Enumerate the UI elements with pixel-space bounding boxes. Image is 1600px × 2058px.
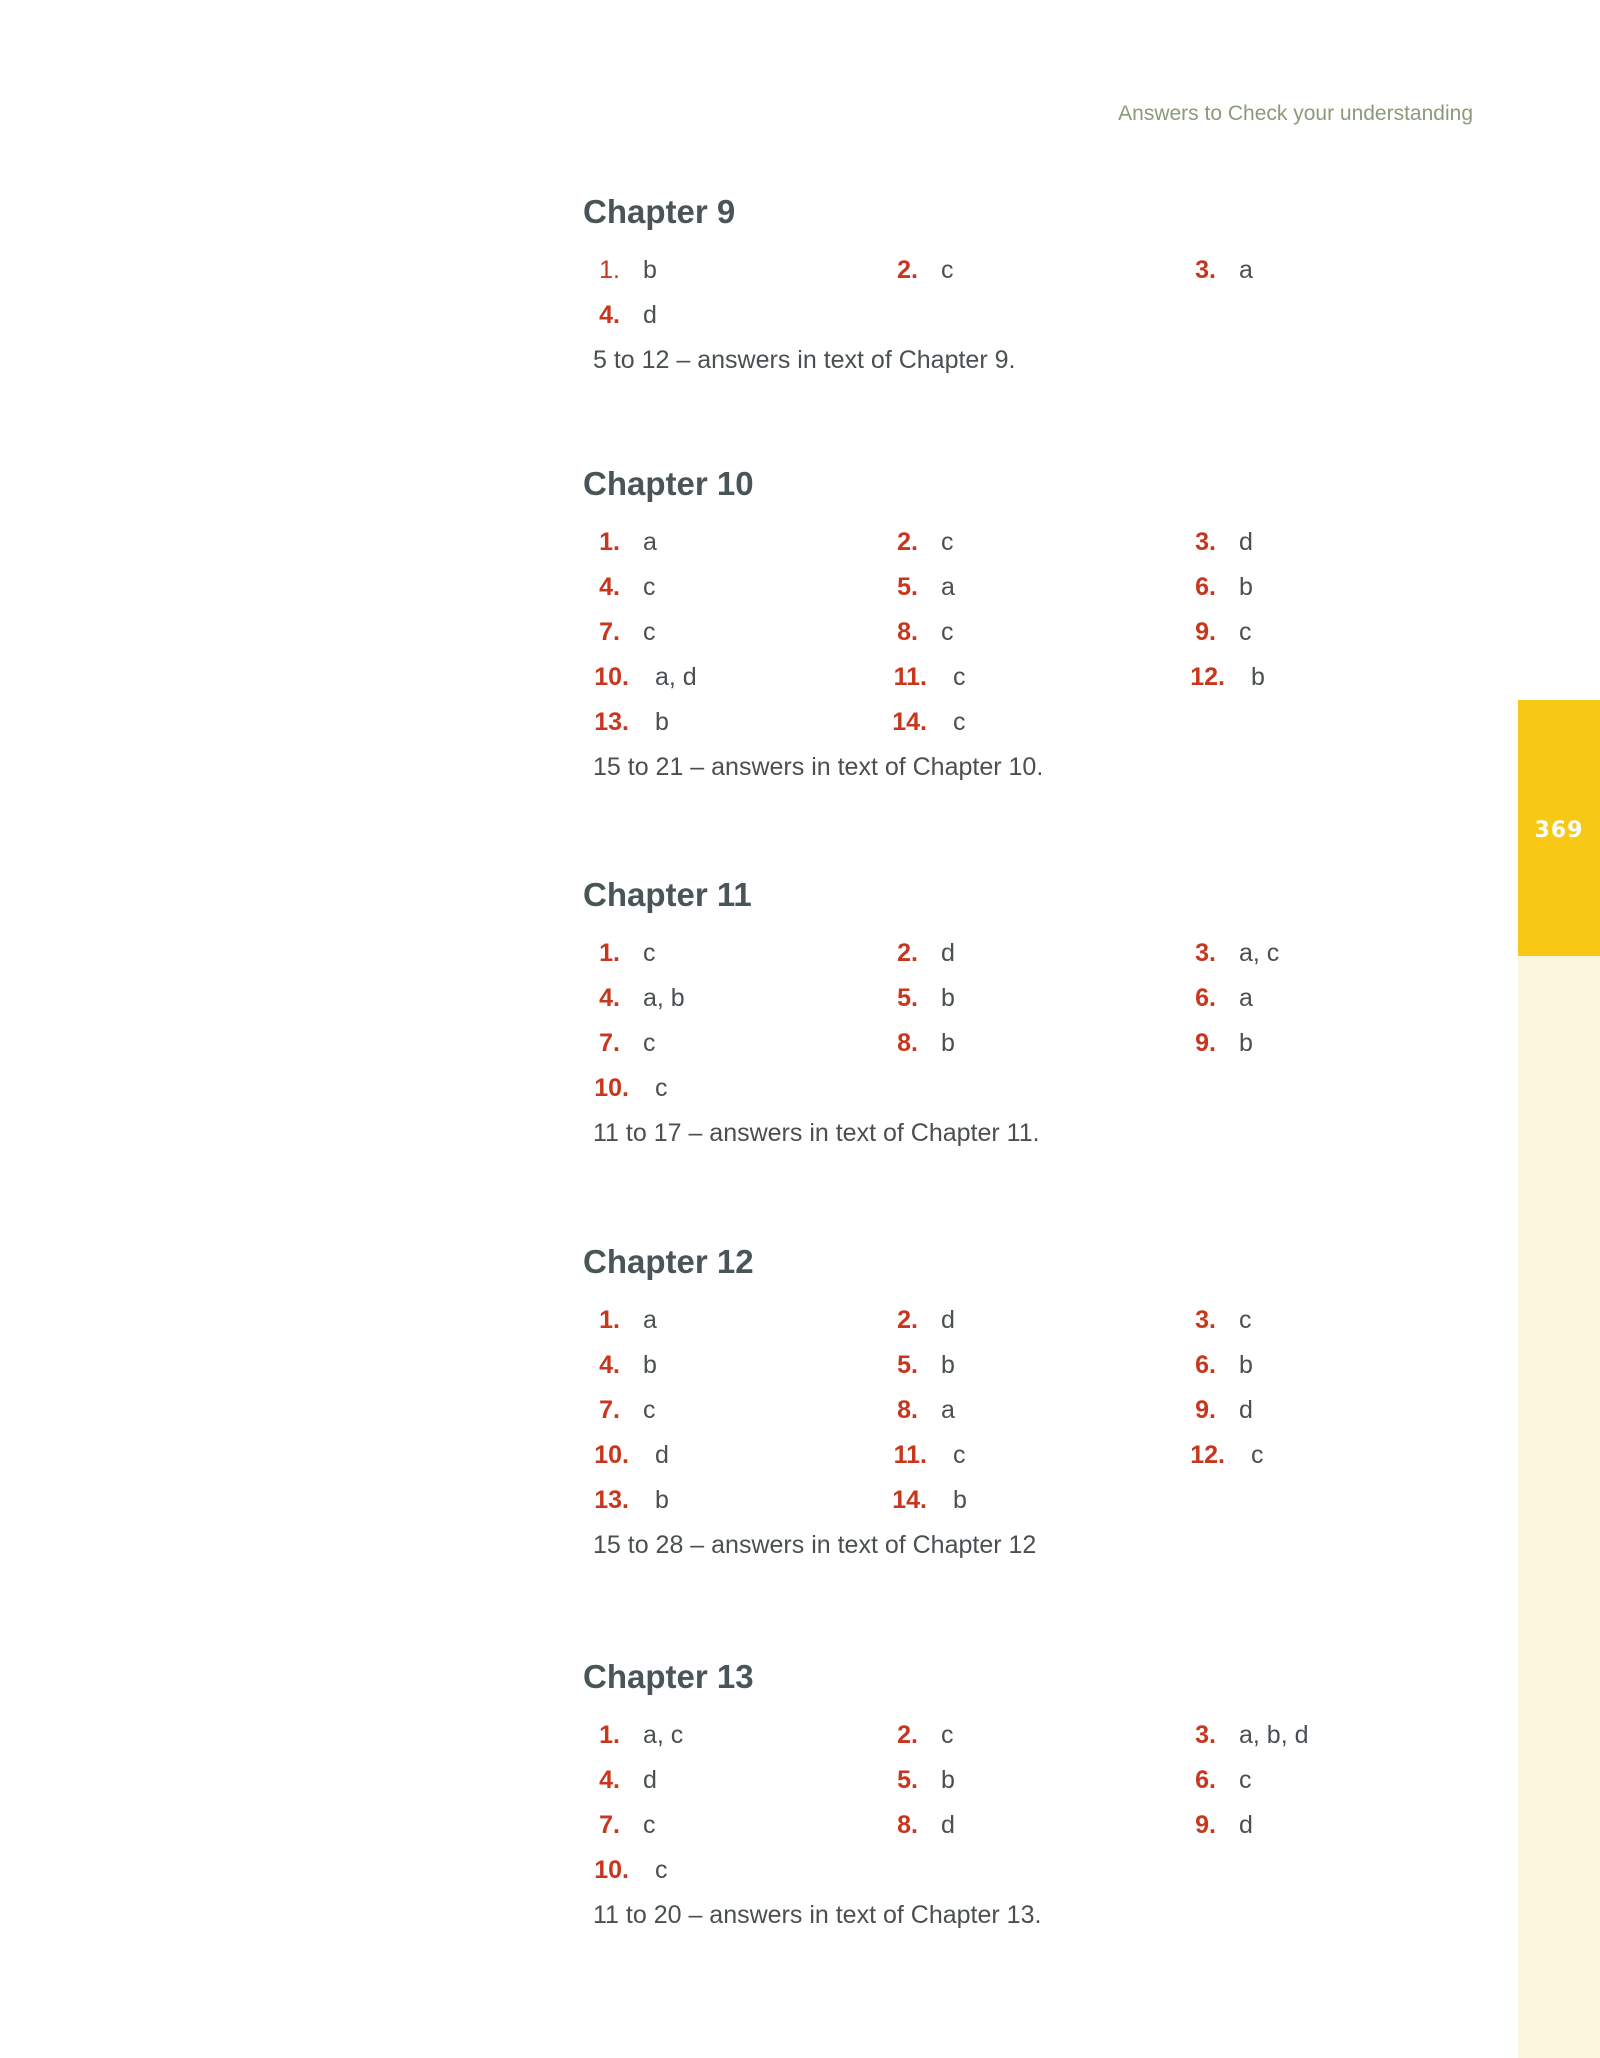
question-number: 8. (897, 618, 918, 646)
answer-value: c (941, 256, 954, 284)
answer-value: c (941, 618, 954, 646)
question-number: 4. (599, 1351, 620, 1379)
question-number: 9. (1195, 1029, 1216, 1057)
answer-value: c (643, 1029, 656, 1057)
question-number: 9. (1195, 1811, 1216, 1839)
question-number: 2. (897, 1306, 918, 1334)
answer-value: c (643, 1811, 656, 1839)
answer-value: c (655, 1074, 668, 1102)
question-number: 14. (892, 708, 927, 736)
question-number: 13. (594, 708, 629, 736)
answer-value: c (941, 1721, 954, 1749)
answer-value: c (953, 1441, 966, 1469)
question-number: 9. (1195, 1396, 1216, 1424)
chapter-section (583, 1657, 1463, 1938)
answer-value: a (1239, 984, 1253, 1012)
question-number: 1. (599, 1721, 620, 1749)
answer-value: b (941, 1351, 955, 1379)
answer-row (583, 1758, 1463, 1803)
question-number: 2. (897, 939, 918, 967)
question-number: 12. (1190, 1441, 1225, 1469)
question-number: 6. (1195, 984, 1216, 1012)
question-number: 1. (599, 939, 620, 967)
question-number: 4. (599, 984, 620, 1012)
question-number: 6. (1195, 1351, 1216, 1379)
answer-row (583, 1343, 1463, 1388)
answer-row (583, 1713, 1463, 1758)
question-number: 10. (594, 663, 629, 691)
answer-value: b (655, 708, 669, 736)
answer-row (583, 1388, 1463, 1433)
answer-value: c (643, 939, 656, 967)
question-number: 12. (1190, 663, 1225, 691)
answer-value: d (1239, 1811, 1253, 1839)
answer-row (583, 1021, 1463, 1066)
answer-value: b (643, 1351, 657, 1379)
question-number: 1. (599, 1306, 620, 1334)
answer-value: a (1239, 256, 1253, 284)
answer-row (583, 1803, 1463, 1848)
answer-grid (583, 931, 1463, 1156)
answer-row (583, 610, 1463, 655)
answer-value: c (643, 573, 656, 601)
answer-grid (583, 1713, 1463, 1938)
question-number: 10. (594, 1856, 629, 1884)
answer-value: a, c (1239, 939, 1280, 967)
answer-value: a, c (643, 1721, 684, 1749)
question-number: 8. (897, 1396, 918, 1424)
question-number: 11. (893, 663, 927, 691)
answer-value: a (643, 1306, 657, 1334)
answer-row (583, 1478, 1463, 1523)
answer-value: d (1239, 528, 1253, 556)
answer-value: b (941, 1029, 955, 1057)
question-number: 6. (1195, 1766, 1216, 1794)
answer-grid (583, 1298, 1463, 1568)
question-number: 4. (599, 301, 620, 329)
question-number: 2. (897, 256, 918, 284)
question-number: 5. (897, 984, 918, 1012)
chapter-note: 5 to 12 – answers in text of Chapter 9. (593, 346, 1016, 374)
answer-row (583, 1298, 1463, 1343)
question-number: 13. (594, 1486, 629, 1514)
answer-value: c (1239, 1306, 1252, 1334)
page-number: 369 (1534, 818, 1584, 843)
chapter-section (583, 1242, 1463, 1568)
answer-row (583, 655, 1463, 700)
question-number: 4. (599, 573, 620, 601)
question-number: 5. (897, 1766, 918, 1794)
answer-row (583, 565, 1463, 610)
question-number: 7. (599, 1029, 620, 1057)
answer-value: c (1251, 1441, 1264, 1469)
chapter-note: 11 to 20 – answers in text of Chapter 13. (593, 1901, 1042, 1929)
chapter-title: Chapter 13 (583, 1658, 754, 1695)
question-number: 3. (1195, 256, 1216, 284)
answer-value: b (953, 1486, 967, 1514)
question-number: 4. (599, 1766, 620, 1794)
chapter-title: Chapter 11 (583, 876, 752, 913)
answer-row (583, 1848, 1463, 1893)
chapter-note: 15 to 21 – answers in text of Chapter 10. (593, 753, 1044, 781)
question-number: 11. (893, 1441, 927, 1469)
question-number: 7. (599, 1396, 620, 1424)
answer-row (583, 976, 1463, 1021)
chapter-section (583, 875, 1463, 1156)
answer-grid (583, 520, 1463, 790)
answer-row (583, 293, 1463, 338)
answer-value: a, d (655, 663, 697, 691)
answer-value: b (1239, 1351, 1253, 1379)
question-number: 2. (897, 1721, 918, 1749)
answer-value: b (941, 1766, 955, 1794)
answer-value: b (1239, 1029, 1253, 1057)
answer-value: a (941, 573, 955, 601)
running-head: Answers to Check your understanding (1118, 102, 1473, 125)
question-number: 3. (1195, 939, 1216, 967)
answer-value: c (953, 663, 966, 691)
question-number: 2. (897, 528, 918, 556)
answer-value: c (643, 618, 656, 646)
answer-row (583, 1066, 1463, 1111)
question-number: 5. (897, 573, 918, 601)
question-number: 6. (1195, 573, 1216, 601)
question-number: 1. (599, 528, 620, 556)
chapter-note: 15 to 28 – answers in text of Chapter 12 (593, 1531, 1037, 1559)
question-number: 14. (892, 1486, 927, 1514)
chapter-title: Chapter 12 (583, 1243, 754, 1280)
answer-value: b (1239, 573, 1253, 601)
answer-row (583, 931, 1463, 976)
answer-value: b (643, 256, 657, 284)
answer-value: d (941, 1306, 955, 1334)
answer-grid (583, 248, 1463, 383)
answer-value: a (941, 1396, 955, 1424)
answer-value: d (655, 1441, 669, 1469)
answer-value: d (941, 939, 955, 967)
question-number: 8. (897, 1029, 918, 1057)
answer-value: c (1239, 1766, 1252, 1794)
question-number: 5. (897, 1351, 918, 1379)
question-number: 3. (1195, 1721, 1216, 1749)
answer-value: c (941, 528, 954, 556)
question-number: 10. (594, 1074, 629, 1102)
answer-value: d (643, 1766, 657, 1794)
chapter-title: Chapter 10 (583, 465, 754, 502)
question-number: 7. (599, 618, 620, 646)
answer-value: b (655, 1486, 669, 1514)
answer-value: c (643, 1396, 656, 1424)
answer-row (583, 520, 1463, 565)
question-number: 1. (599, 256, 620, 284)
answer-value: b (1251, 663, 1265, 691)
answer-value: a, b (643, 984, 685, 1012)
question-number: 7. (599, 1811, 620, 1839)
question-number: 9. (1195, 618, 1216, 646)
question-number: 8. (897, 1811, 918, 1839)
answer-row (583, 1433, 1463, 1478)
answer-value: c (1239, 618, 1252, 646)
answer-value: a, b, d (1239, 1721, 1309, 1749)
question-number: 10. (594, 1441, 629, 1469)
answer-value: b (941, 984, 955, 1012)
answer-value: c (953, 708, 966, 736)
chapter-section (583, 464, 1463, 790)
answer-value: c (655, 1856, 668, 1884)
answer-row (583, 700, 1463, 745)
question-number: 3. (1195, 528, 1216, 556)
answer-value: d (643, 301, 657, 329)
chapter-note: 11 to 17 – answers in text of Chapter 11. (593, 1119, 1040, 1147)
chapter-section (583, 192, 1463, 383)
answer-row (583, 248, 1463, 293)
chapter-title: Chapter 9 (583, 193, 736, 230)
question-number: 3. (1195, 1306, 1216, 1334)
answer-value: a (643, 528, 657, 556)
answer-value: d (1239, 1396, 1253, 1424)
answer-value: d (941, 1811, 955, 1839)
